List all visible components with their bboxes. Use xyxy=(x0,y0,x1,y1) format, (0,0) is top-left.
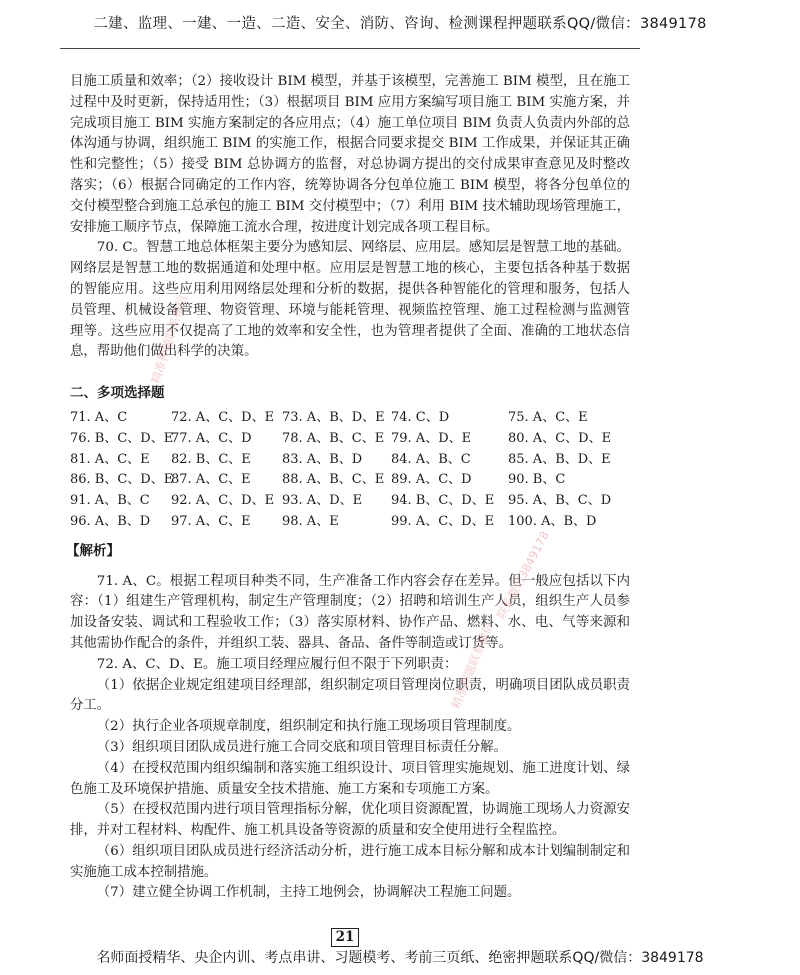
answer-cell: 78. A、B、C、E xyxy=(282,430,385,446)
watermark-3: 精准押题联系微信 xyxy=(448,620,496,711)
page-header: 二建、监理、一建、一造、二造、安全、消防、咨询、检测课程押题联系QQ/微信：3849178 xyxy=(93,16,707,32)
answer-row xyxy=(70,429,630,450)
answer-cell: 87. A、C、E xyxy=(171,472,251,488)
answer-row xyxy=(70,491,630,512)
answer-cell: 93. A、D、E xyxy=(282,493,363,509)
answer-cell: 82. B、C、E xyxy=(171,451,251,467)
page-footer: 名师面授精华、央企内训、考点串讲、习题模考、考前三页纸、绝密押题联系QQ/微信：3849178 xyxy=(96,950,704,966)
answer-cell: 86. B、C、D、E xyxy=(70,472,174,488)
watermark-1: 精准押题联系微信 xyxy=(148,293,191,386)
answer-row xyxy=(70,470,630,491)
answer-row xyxy=(70,450,630,471)
answer-cell: 100. A、B、D xyxy=(508,513,597,529)
answer-cell: 81. A、C、E xyxy=(70,451,150,467)
answer-cell: 76. B、C、D、E xyxy=(70,430,174,446)
answer-cell: 73. A、B、D、E xyxy=(282,409,385,425)
answer-cell: 75. A、C、E xyxy=(508,409,588,425)
answer-cell: 96. A、B、D xyxy=(70,513,151,529)
answer-cell: 91. A、B、C xyxy=(70,493,150,509)
paragraph-duty-1: （1）依据企业规定组建项目经理部，组织制定项目管理岗位职责，明确项目团队成员职责分工。 xyxy=(70,677,630,714)
answer-cell: 77. A、C、D xyxy=(171,430,252,446)
answer-cell: 74. C、D xyxy=(391,409,450,425)
answer-key-table xyxy=(70,408,630,533)
header-divider xyxy=(60,48,640,49)
answer-cell: 92. A、C、D、E xyxy=(171,493,275,509)
paragraph-duty-5: （5）在授权范围内进行项目管理指标分解，优化项目资源配置，协调施工现场人力资源安排，并对工程材料、构配件、施工机具设备等资源的质量和安全使用进行全程监控。 xyxy=(70,802,630,839)
answer-cell: 99. A、C、D、E xyxy=(391,513,495,529)
paragraph-duty-7: （7）建立健全协调工作机制，主持工地例会，协调解决工程施工问题。 xyxy=(96,885,521,901)
paragraph-duty-2: （2）执行企业各项规章制度，组织制定和执行施工现场项目管理制度。 xyxy=(96,719,521,735)
paragraph-answer-71: 71. A、C。根据工程项目种类不同，生产准备工作内容会存在差异。但一般应包括以下内容：（1）组建生产管理机构，制定生产管理制度；（2）招聘和培训生产人员，组织生产人员参加设备安装、调试和工程验收工作；（3）落实原材料、协作产品、燃料、水、电、气等来源和其他需协作配合的条件，并组织工装、器具、备品、备件等制造或订货等。 xyxy=(70,573,630,651)
answer-cell: 84. A、B、C xyxy=(391,451,471,467)
answer-cell: 94. B、C、D、E xyxy=(391,493,495,509)
page-number: 21 xyxy=(331,928,359,947)
section-title-multiple-choice: 二、多项选择题 xyxy=(70,385,165,402)
answer-cell: 85. A、B、D、E xyxy=(508,451,611,467)
answer-cell: 72. A、C、D、E xyxy=(171,409,275,425)
answer-cell: 88. A、B、C、E xyxy=(282,472,385,488)
answer-cell: 71. A、C xyxy=(70,409,128,425)
analysis-title: 【解析】 xyxy=(66,542,120,559)
answer-cell: 90. B、C xyxy=(508,472,566,488)
watermark-2: 联系微信3849178 xyxy=(493,528,552,622)
answer-cell: 97. A、C、E xyxy=(171,513,251,529)
page-body xyxy=(66,72,630,904)
answer-cell: 95. A、B、C、D xyxy=(508,493,612,509)
answer-cell: 89. A、C、D xyxy=(391,472,472,488)
answer-cell: 98. A、E xyxy=(282,513,339,529)
answer-cell: 80. A、C、D、E xyxy=(508,430,612,446)
answer-row xyxy=(70,408,630,429)
paragraph-duty-6: （6）组织项目团队成员进行经济活动分析，进行施工成本目标分解和成本计划编制制定和实施施工成本控制措施。 xyxy=(70,843,630,880)
paragraph-answer-70: 70. C。智慧工地总体框架主要分为感知层、网络层、应用层。感知层是智慧工地的基础。网络层是智慧工地的数据通道和处理中枢。应用层是智慧工地的核心，主要包括各种基于数据的智能应用。这些应用利用网络层处理和分析的数据，提供各种智能化的管理和服务，包括人员管理、机械设备管理、物资管理、环境与能耗管理、视频监控管理、施工过程检测与监测管理等。这些应用不仅提高了工地的效率和安全性，也为管理者提供了全面、准确的工地状态信息，帮助他们做出科学的决策。 xyxy=(70,240,630,360)
paragraph-answer-72-intro: 72. A、C、D、E。施工项目经理应履行但不限于下列职责： xyxy=(96,656,458,672)
paragraph-duty-4: （4）在授权范围内组织编制和落实施工组织设计、项目管理实施规划、施工进度计划、绿色施工及环境保护措施、质量安全技术措施、施工方案和专项施工方案。 xyxy=(70,760,630,797)
paragraph-bim-continuation: 目施工质量和效率；（2）接收设计 BIM 模型，并基于该模型，完善施工 BIM 模型，且在施工过程中及时更新，保持适用性；（3）根据项目 BIM 应用方案编写项目施工 BIM 实施方案，并完成项目施工 BIM 实施方案制定的各应用点；（4）施工单位项目 BIM 负责人负责内外部的总体沟通与协调，组织施工 BIM 的实施工作，根据合同要求提交 BIM 工作成果，并保证其正确性和完整性；（5）接受 BIM 总协调方的监督，对总协调方提出的交付成果审查意见及时整改落实；（6）根据合同确定的工作内容，统筹协调各分包单位施工 BIM 模型，将各分包单位的交付模型整合到施工总承包的施工 BIM 交付模型中；（7）利用 BIM 技术辅助现场管理施工，安排施工顺序节点，保障施工流水合理，按进度计划完成各项工程目标。 xyxy=(70,74,630,235)
answer-cell: 83. A、B、D xyxy=(282,451,363,467)
answer-row xyxy=(70,512,630,533)
answer-cell: 79. A、D、E xyxy=(391,430,472,446)
paragraph-duty-3: （3）组织项目团队成员进行施工合同交底和项目管理目标责任分解。 xyxy=(96,739,508,755)
